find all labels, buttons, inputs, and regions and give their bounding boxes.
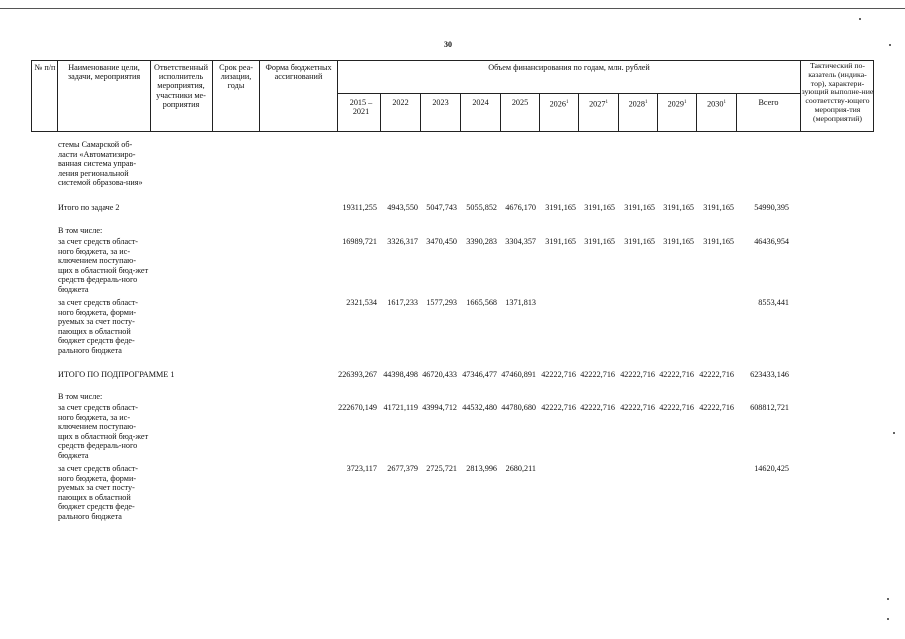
header-year-2025: 2025 [511,98,529,107]
table-cell: 3470,450 [426,237,457,246]
scan-speck [887,618,889,620]
header-year-2030: 2030$^1$ [707,99,726,109]
table-cell: 2321,534 [346,298,377,307]
table-cell-total: 608812,721 [750,403,789,412]
header-year-2023: 2023 [432,98,449,107]
table-cell: 2677,379 [387,464,418,473]
row-label-federal-transfers-1: за счет средств област-ного бюджета, форми-руемых за счет посту-пающих в областной бюджет средств феде-рального бюджета [58,298,139,355]
table-cell: 1617,233 [387,298,418,307]
table-cell: 3191,165 [545,203,576,212]
table-cell: 3191,165 [663,203,694,212]
table-cell: 5055,852 [466,203,497,212]
table-cell: 3191,165 [703,237,734,246]
header-col-executor: Ответственный исполнитель мероприятия, участники ме-роприятия [154,63,208,109]
header-col-indicator: Тактический по-казатель (индика-тор), характери-зующий выполне-ние соответству-ющего мероприя-тия (мероприятий) [801,61,874,123]
table-cell-total: 46436,954 [754,237,789,246]
table-cell: 3191,165 [624,203,655,212]
table-cell-total: 14620,425 [754,464,789,473]
table-cell: 4943,550 [387,203,418,212]
table-cell: 2813,996 [466,464,497,473]
table-cell: 42222,716 [620,403,655,412]
table-cell: 222670,149 [338,403,377,412]
table-cell: 46720,433 [422,370,457,379]
header-col-name: Наименование цели, задачи, мероприятия [67,63,141,82]
table-cell-total: 54990,395 [754,203,789,212]
table-cell: 44398,498 [383,370,418,379]
table-cell-total: 623433,146 [750,370,789,379]
table-header [31,60,874,132]
table-cell: 47346,477 [462,370,497,379]
table-cell: 3326,317 [387,237,418,246]
table-cell: 44780,680 [501,403,536,412]
row-label-regional-budget-1: за счет средств област-ного бюджета, за ис-ключением поступаю-щих в областной бюд-жет средств федераль-ного бюджета [58,237,149,294]
table-cell: 3191,165 [545,237,576,246]
scan-speck [859,18,861,20]
scan-speck [889,44,891,46]
header-year-2027: 2027$^1$ [589,99,608,109]
table-cell: 3304,357 [505,237,536,246]
header-year-2026: 2026$^1$ [549,99,569,109]
table-cell: 226393,267 [338,370,377,379]
table-cell: 42222,716 [580,370,615,379]
header-year-2022: 2022 [392,98,409,107]
top-edge-line [0,8,905,9]
table-cell: 3191,165 [703,203,734,212]
table-cell: 47460,891 [501,370,536,379]
header-col-form: Форма бюджетных ассигнований [265,63,332,82]
table-cell: 42222,716 [541,403,576,412]
table-cell: 42222,716 [659,370,694,379]
header-year-2029: 2029$^1$ [667,99,687,109]
table-cell: 4676,170 [505,203,536,212]
table-cell: 3191,165 [584,237,615,246]
table-cell: 42222,716 [699,403,734,412]
table-cell: 44532,480 [462,403,497,412]
table-cell: 5047,743 [426,203,457,212]
table-cell: 41721,119 [383,403,418,412]
row-label-regional-budget-2: за счет средств област-ного бюджета, за ис-ключением поступаю-щих в областной бюд-жет средств федераль-ного бюджета [58,403,149,460]
header-year-2015-2021: 2015 – 2021 [349,98,373,117]
page-number: 30 [444,40,452,49]
header-col-term: Срок реа-лизации, годы [219,63,253,91]
table-cell: 43994,712 [422,403,457,412]
header-col-volume: Объем финансирования по годам, млн. рублей [488,63,650,72]
table-cell-total: 8553,441 [758,298,789,307]
table-cell: 16989,721 [342,237,377,246]
header-col-number: № п/п [34,63,56,72]
table-cell: 42222,716 [580,403,615,412]
table-cell: 3191,165 [663,237,694,246]
row-label-subprogram-total: ИТОГО ПО ПОДПРОГРАММЕ 1 [58,370,175,379]
including-label-1: В том числе: [58,226,103,235]
table-cell: 2680,211 [505,464,536,473]
table-cell: 3191,165 [624,237,655,246]
table-cell: 3723,117 [346,464,377,473]
row-label-federal-transfers-2: за счет средств област-ного бюджета, форми-руемых за счет посту-пающих в областной бюджет средств феде-рального бюджета [58,464,139,521]
table-cell: 19311,255 [342,203,377,212]
header-total: Всего [758,98,779,107]
table-cell: 1371,813 [505,298,536,307]
table-cell: 42222,716 [659,403,694,412]
row-label-total-task2: Итого по задаче 2 [58,203,120,212]
table-cell: 42222,716 [620,370,655,379]
table-cell: 2725,721 [426,464,457,473]
table-cell: 3191,165 [584,203,615,212]
header-year-2028: 2028$^1$ [628,99,648,109]
scan-speck [887,598,889,600]
scan-speck [893,432,895,434]
table-cell: 42222,716 [699,370,734,379]
table-cell: 1665,568 [466,298,497,307]
continuation-text: стемы Самарской об-ласти «Автоматизиро-ванная система управ-ления региональной системой образова-ния» [58,140,143,188]
header-year-2024: 2024 [472,98,489,107]
table-cell: 3390,283 [466,237,497,246]
table-cell: 42222,716 [541,370,576,379]
table-cell: 1577,293 [426,298,457,307]
including-label-2: В том числе: [58,392,103,401]
